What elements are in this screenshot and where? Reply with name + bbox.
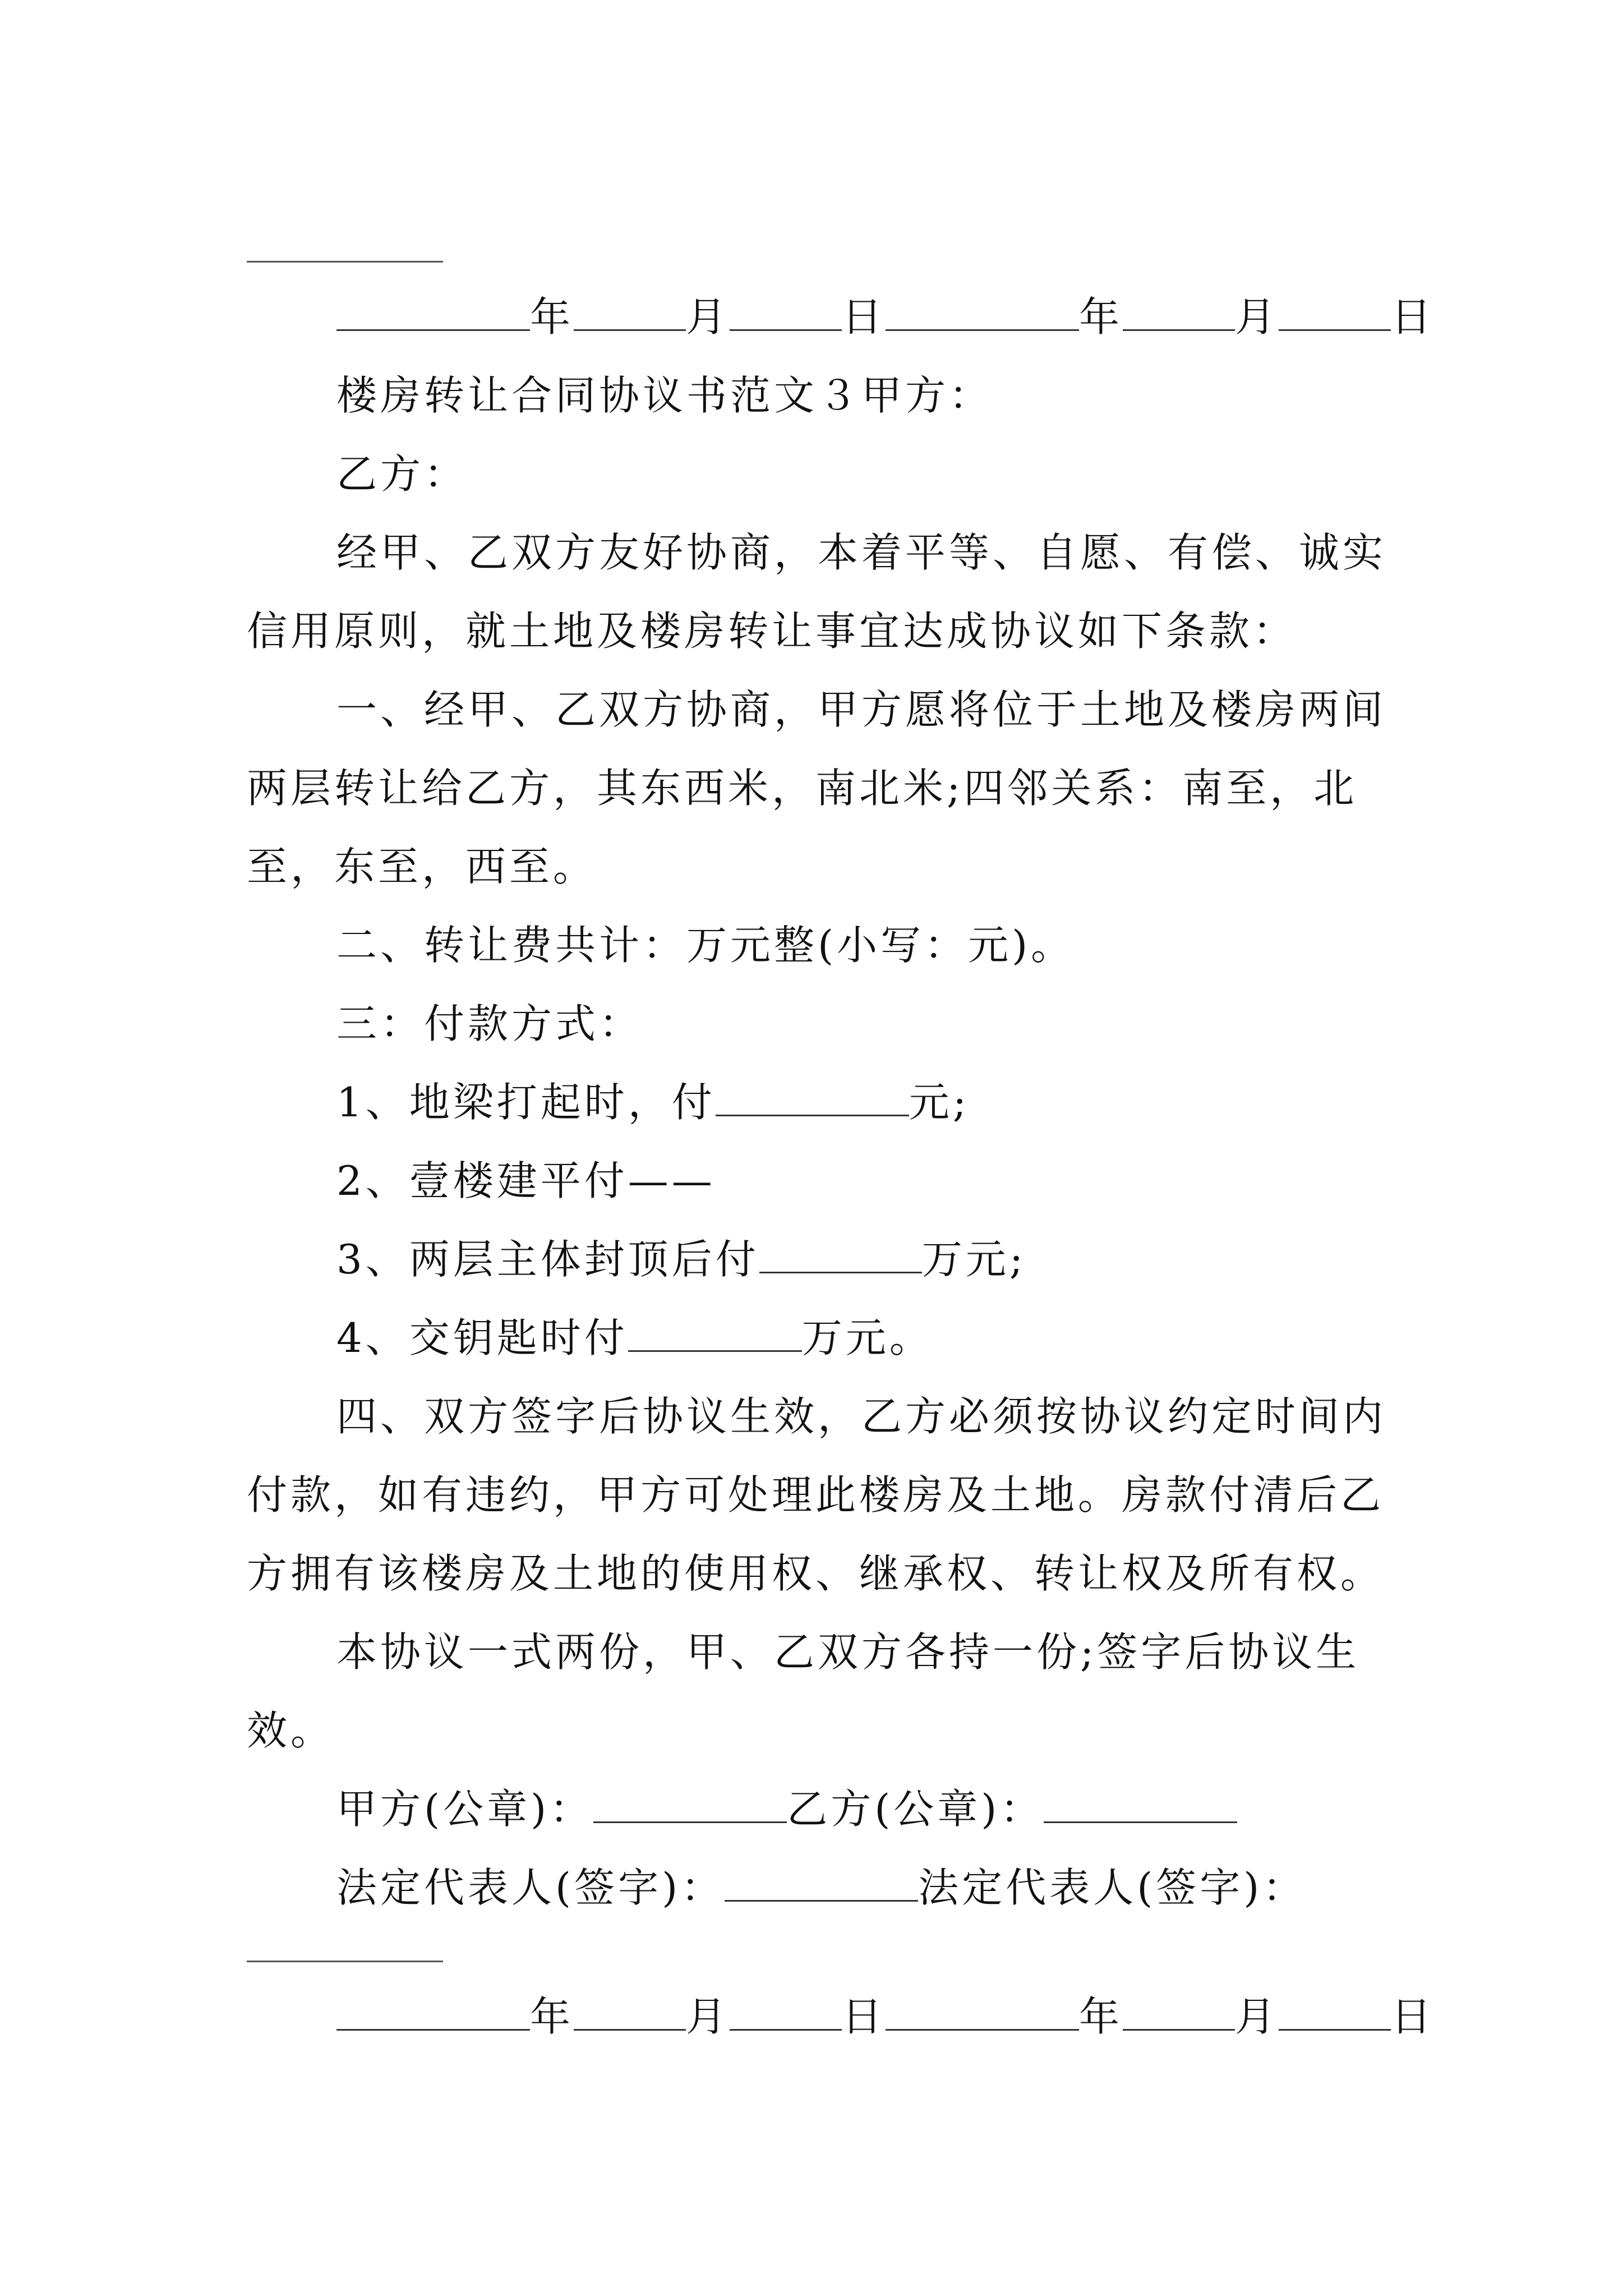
payment-4-prefix: 4、交钥匙时付 [336, 1314, 628, 1361]
year-label-4: 年 [1079, 1993, 1123, 2040]
party-b-seal-blank[interactable] [1044, 1786, 1237, 1823]
day-label-4: 日 [1391, 1993, 1435, 2040]
month-label-3: 月 [686, 1993, 730, 2040]
month-blank-3[interactable] [574, 1993, 686, 2031]
party-b-label: 乙方： [336, 450, 468, 498]
day-blank-2[interactable] [1279, 293, 1391, 331]
bottom-date-line [336, 1991, 1435, 2042]
clause4-line-2: 付款，如有违约，甲方可处理此楼房及土地。房款付清后乙 [247, 1471, 1385, 1519]
payment-3-suffix: 万元; [921, 1236, 1027, 1283]
year-label-2: 年 [1079, 293, 1123, 341]
party-a-seal-label: 甲方(公章)： [336, 1786, 594, 1833]
day-label: 日 [842, 293, 886, 341]
payment-3 [336, 1234, 1026, 1285]
day-label-2: 日 [1391, 293, 1435, 341]
payment-4 [336, 1313, 933, 1363]
payment-2: 2、壹楼建平付—— [336, 1157, 716, 1204]
clause4-line-3: 方拥有该楼房及土地的使用权、继承权、转让权及所有权。 [247, 1550, 1385, 1597]
month-blank[interactable] [574, 293, 686, 331]
month-label: 月 [686, 293, 730, 341]
payment-1-blank[interactable] [716, 1079, 909, 1116]
month-label-2: 月 [1235, 293, 1279, 341]
month-blank-2[interactable] [1123, 293, 1235, 331]
year-label: 年 [530, 293, 574, 341]
representative-line [336, 1862, 1306, 1913]
year-label-3: 年 [530, 1993, 574, 2040]
day-blank[interactable] [730, 293, 842, 331]
document-heading: 楼房转让合同协议书范文３甲方： [336, 372, 993, 419]
copies-line-2: 效。 [247, 1707, 335, 1754]
top-signature-rule [247, 261, 443, 263]
payment-4-blank[interactable] [628, 1314, 802, 1352]
seal-line [336, 1784, 1237, 1834]
clause2: 二、转让费共计：万元整(小写：元)。 [336, 922, 1075, 969]
copies-line-1: 本协议一式两份，甲、乙双方各持一份;签字后协议生 [336, 1628, 1360, 1676]
day-label-3: 日 [842, 1993, 886, 2040]
day-blank-3[interactable] [730, 1993, 842, 2031]
rep-b-label: 法定代表人(签字)： [918, 1864, 1307, 1911]
rep-a-label: 法定代表人(签字)： [336, 1864, 725, 1911]
day-blank-4[interactable] [1279, 1993, 1391, 2031]
month-label-4: 月 [1235, 1993, 1279, 2040]
payment-1 [336, 1077, 970, 1128]
payment-4-suffix: 万元。 [801, 1314, 933, 1361]
payment-1-prefix: 1、地梁打起时，付 [336, 1079, 716, 1126]
clause1-line-1: 一、经甲、乙双方协商，甲方愿将位于土地及楼房两间 [336, 686, 1387, 733]
month-blank-4[interactable] [1123, 1993, 1235, 2031]
top-date-line [336, 292, 1435, 342]
clause1-line-3: 至，东至，西至。 [247, 843, 597, 890]
year-blank[interactable] [336, 293, 530, 331]
year-blank-2[interactable] [886, 293, 1079, 331]
intro-line-2: 信用原则，就土地及楼房转让事宜达成协议如下条款： [247, 608, 1297, 655]
payment-1-suffix: 元; [909, 1079, 970, 1126]
payment-3-prefix: 3、两层主体封顶后付 [336, 1236, 759, 1283]
clause1-line-2: 两层转让给乙方，其东西米，南北米;四邻关系：南至，北 [247, 765, 1358, 812]
party-a-seal-blank[interactable] [593, 1786, 787, 1823]
party-b-seal-label: 乙方(公章)： [787, 1786, 1044, 1833]
year-blank-3[interactable] [336, 1993, 530, 2031]
payment-3-blank[interactable] [759, 1236, 922, 1273]
year-blank-4[interactable] [886, 1993, 1079, 2031]
intro-line-1: 经甲、乙双方友好协商，本着平等、自愿、有偿、诚实 [336, 529, 1387, 576]
clause4-line-1: 四、双方签字后协议生效，乙方必须按协议约定时间内 [336, 1393, 1387, 1440]
clause3: 三：付款方式： [336, 1000, 643, 1047]
rep-a-blank[interactable] [725, 1864, 918, 1902]
rep-b-signature-rule [247, 1961, 443, 1962]
